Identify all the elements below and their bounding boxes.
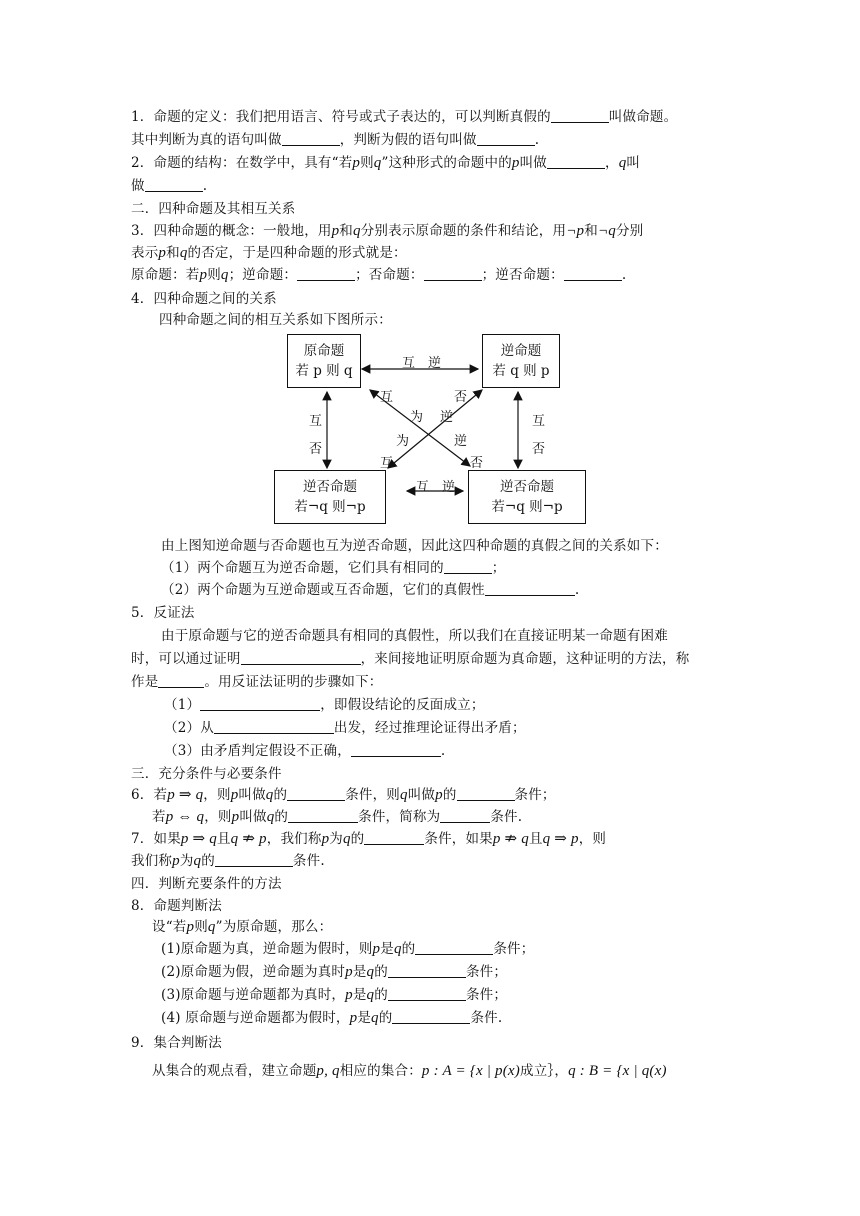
math-implies: p ⇒ q bbox=[180, 831, 217, 847]
text: 7．如果 bbox=[131, 831, 181, 847]
line-24: 8．命题判断法 bbox=[131, 898, 222, 914]
text: 则 bbox=[360, 155, 374, 171]
line-26 bbox=[161, 940, 534, 958]
box-label: 若¬q 则¬p bbox=[294, 499, 366, 515]
line-3 bbox=[131, 154, 640, 172]
text: 的 bbox=[378, 1010, 393, 1026]
text: 的 bbox=[374, 987, 388, 1003]
line-18 bbox=[164, 719, 526, 737]
math-p: p bbox=[172, 853, 180, 869]
text: 和 bbox=[584, 223, 598, 239]
text: 条件，则 bbox=[345, 787, 401, 803]
box-label: 逆否命题 bbox=[500, 479, 554, 495]
text: ，则 bbox=[203, 787, 231, 803]
text: . bbox=[574, 582, 580, 598]
math-p: p bbox=[435, 787, 443, 803]
label-left: 互 bbox=[309, 414, 323, 429]
text: ，则 bbox=[578, 831, 607, 847]
label-top: 互 逆 bbox=[402, 356, 442, 371]
math-notq: ¬q bbox=[597, 223, 616, 239]
text: ，则 bbox=[204, 809, 232, 825]
text: ；逆命题： bbox=[228, 267, 298, 283]
math-p: p bbox=[158, 245, 167, 261]
math-p: p bbox=[345, 987, 353, 1003]
text: 设“若 bbox=[152, 919, 187, 935]
math-p: p bbox=[186, 919, 195, 935]
label-cross: 逆 bbox=[454, 434, 468, 449]
text: 则 bbox=[207, 267, 221, 283]
text: ，来间接地证明原命题为真命题，这种证明的方法，称 bbox=[360, 651, 690, 667]
box-label: 若¬q 则¬p bbox=[491, 499, 563, 515]
math-implies: p ⇒ q bbox=[167, 787, 204, 803]
text: 的 bbox=[401, 941, 416, 957]
text: 的 bbox=[374, 964, 388, 980]
math-q: q bbox=[366, 964, 375, 980]
text: 。用反证法证明的步骤如下： bbox=[204, 674, 383, 690]
text: 叫做命题。 bbox=[608, 109, 678, 125]
blank[interactable] bbox=[424, 267, 482, 281]
text: 是 bbox=[352, 964, 367, 980]
blank[interactable] bbox=[551, 109, 609, 123]
text: 出发，经过推理论证得出矛盾； bbox=[333, 720, 526, 736]
line-10: 由上图知逆命题与否命题也互为逆否命题，因此这四种命题的真假之间的关系如下： bbox=[161, 538, 668, 554]
line-21 bbox=[152, 808, 522, 826]
blank[interactable] bbox=[200, 697, 320, 711]
text: 且 bbox=[528, 831, 543, 847]
label-cross: 否 bbox=[470, 456, 484, 471]
math-q: q bbox=[393, 941, 402, 957]
line-17 bbox=[164, 696, 485, 714]
math-p: p bbox=[199, 267, 208, 283]
section-heading-4: 四．判断充要条件的方法 bbox=[131, 876, 282, 892]
text: 3．四种命题的概念：一般地，用 bbox=[131, 223, 332, 239]
math-p: p bbox=[511, 155, 520, 171]
text: 分别 bbox=[615, 223, 644, 239]
text: 的 bbox=[274, 809, 289, 825]
line-27 bbox=[161, 963, 507, 981]
arrow-diag-2 bbox=[388, 390, 482, 468]
text: 和 bbox=[166, 245, 180, 261]
text: 条件. bbox=[490, 809, 523, 825]
blank[interactable] bbox=[214, 720, 334, 734]
line-23 bbox=[131, 852, 325, 870]
text: 条件. bbox=[292, 853, 325, 869]
math-pq: p, q bbox=[316, 1063, 340, 1079]
math-p: p bbox=[352, 155, 361, 171]
math-q: q bbox=[193, 853, 202, 869]
text: 条件； bbox=[493, 941, 535, 957]
blank[interactable] bbox=[297, 267, 355, 281]
text: 是 bbox=[380, 941, 394, 957]
blank[interactable] bbox=[457, 787, 515, 801]
math-q: q bbox=[265, 787, 274, 803]
text: 的 bbox=[201, 853, 215, 869]
line-16 bbox=[131, 673, 383, 691]
math-p: p bbox=[230, 787, 239, 803]
line-19 bbox=[164, 742, 445, 760]
line-22 bbox=[131, 830, 606, 848]
text: (1)原命题为真，逆命题为假时，则 bbox=[161, 941, 373, 957]
blank[interactable] bbox=[145, 178, 203, 192]
text: ”为原命题，那么： bbox=[215, 919, 333, 935]
math-set-b: q : B = {x | q(x) bbox=[568, 1063, 667, 1079]
box-converse bbox=[482, 334, 560, 388]
text: ；逆否命题： bbox=[481, 267, 564, 283]
text: 的 bbox=[442, 787, 457, 803]
math-q: q bbox=[371, 1010, 379, 1026]
text: . bbox=[534, 132, 540, 148]
text: . bbox=[621, 267, 627, 283]
text: 若 bbox=[152, 809, 166, 825]
blank[interactable] bbox=[564, 267, 622, 281]
text: 分别表示原命题的条件和结论，用 bbox=[360, 223, 567, 239]
text: 作是 bbox=[131, 674, 159, 690]
label-right: 互 bbox=[532, 414, 546, 429]
text: 的 bbox=[273, 787, 288, 803]
box-label: 若 p 则 q bbox=[295, 363, 353, 379]
text: （3）由矛盾判定假设不正确， bbox=[164, 743, 351, 759]
blank[interactable] bbox=[388, 964, 466, 978]
text: 叫做 bbox=[407, 787, 436, 803]
line-28 bbox=[161, 986, 507, 1004]
label-cross: 为 bbox=[396, 434, 410, 449]
blank[interactable] bbox=[282, 132, 340, 146]
text: 条件； bbox=[465, 987, 508, 1003]
box-label: 逆命题 bbox=[500, 343, 542, 359]
math-q: q bbox=[207, 919, 216, 935]
blank[interactable] bbox=[388, 987, 466, 1001]
math-q: q bbox=[373, 155, 382, 171]
blank[interactable] bbox=[241, 651, 361, 665]
math-p: p bbox=[321, 831, 330, 847]
math-p: p bbox=[349, 1010, 358, 1026]
text: 为 bbox=[179, 853, 194, 869]
text: 叫做 bbox=[239, 809, 267, 825]
math-p: p bbox=[231, 809, 240, 825]
text: ”这种形式的命题中的 bbox=[381, 155, 512, 171]
math-q: q bbox=[179, 245, 188, 261]
line-11 bbox=[161, 559, 506, 577]
blank[interactable] bbox=[364, 831, 424, 845]
box-inverse bbox=[274, 470, 386, 524]
line-9: 四种命题之间的相互关系如下图所示： bbox=[159, 312, 392, 328]
blank[interactable] bbox=[287, 787, 345, 801]
math-set-a: p : A = {x | p(x) bbox=[421, 1063, 520, 1079]
text: 叫 bbox=[626, 155, 641, 171]
blank[interactable] bbox=[288, 809, 358, 823]
blank[interactable] bbox=[547, 155, 605, 169]
line-14: 由于原命题与它的逆否命题具有相同的真假性，所以我们在直接证明某一命题有困难 bbox=[161, 628, 668, 644]
text: 且 bbox=[216, 831, 231, 847]
box-contrapositive bbox=[468, 470, 586, 524]
line-29 bbox=[161, 1009, 502, 1027]
blank[interactable] bbox=[158, 674, 204, 688]
math-p: p bbox=[372, 941, 381, 957]
text: 条件. bbox=[470, 1010, 503, 1026]
text: （2）从 bbox=[164, 720, 214, 736]
blank[interactable] bbox=[351, 743, 441, 757]
text: 叫做 bbox=[238, 787, 266, 803]
label-right: 否 bbox=[532, 442, 546, 457]
text: ，我们称 bbox=[266, 831, 322, 847]
section-heading-3: 三．充分条件与必要条件 bbox=[131, 766, 282, 782]
text: 6．若 bbox=[131, 787, 168, 803]
section-heading-2: 二．四种命题及其相互关系 bbox=[131, 201, 296, 217]
text: ，即假设结论的反面成立； bbox=[320, 697, 485, 713]
text: 做 bbox=[131, 178, 145, 194]
text: 我们称 bbox=[131, 853, 173, 869]
text: 叫做 bbox=[519, 155, 548, 171]
blank[interactable] bbox=[440, 809, 490, 823]
blank[interactable] bbox=[215, 853, 293, 867]
math-q: q bbox=[400, 787, 408, 803]
math-p: p bbox=[331, 223, 340, 239]
line-15 bbox=[131, 650, 689, 668]
text: (3)原命题与逆命题都为真时， bbox=[161, 987, 346, 1003]
text: 是 bbox=[352, 987, 367, 1003]
text: ；否命题： bbox=[355, 267, 424, 283]
math-p: p bbox=[345, 964, 353, 980]
text: 为 bbox=[329, 831, 343, 847]
text: 则 bbox=[194, 919, 208, 935]
text: 原命题：若 bbox=[131, 267, 200, 283]
blank[interactable] bbox=[477, 132, 535, 146]
line-25 bbox=[152, 918, 332, 936]
math-notp: ¬p bbox=[566, 223, 585, 239]
line-8: 4．四种命题之间的关系 bbox=[131, 291, 277, 307]
label-cross: 逆 bbox=[440, 410, 454, 425]
text: 成立｝， bbox=[520, 1063, 569, 1079]
box-label: 原命题 bbox=[303, 343, 345, 359]
label-cross: 互 bbox=[380, 456, 394, 471]
label-cross: 为 bbox=[410, 410, 424, 425]
text: . bbox=[440, 743, 446, 759]
text: 的 bbox=[350, 831, 365, 847]
text: 是 bbox=[357, 1010, 372, 1026]
blank[interactable] bbox=[485, 582, 575, 596]
box-original bbox=[287, 334, 361, 388]
line-7 bbox=[131, 266, 626, 284]
text: 相应的集合： bbox=[339, 1063, 422, 1079]
text: 条件，如果 bbox=[424, 831, 493, 847]
label-cross: 互 bbox=[380, 390, 394, 405]
blank[interactable] bbox=[444, 560, 492, 574]
text: . bbox=[202, 178, 208, 194]
line-2 bbox=[131, 131, 539, 149]
text: ； bbox=[491, 560, 506, 576]
line-1 bbox=[131, 108, 677, 126]
line-5 bbox=[131, 222, 643, 240]
line-4 bbox=[131, 177, 207, 195]
blank[interactable] bbox=[415, 941, 493, 955]
text: 1．命题的定义：我们把用语言、符号或式子表达的，可以判断真假的 bbox=[131, 109, 551, 125]
math-q: q bbox=[266, 809, 275, 825]
math-q: q bbox=[220, 267, 229, 283]
blank[interactable] bbox=[392, 1010, 470, 1024]
box-label: 逆否命题 bbox=[303, 479, 357, 495]
label-left: 否 bbox=[309, 442, 323, 457]
text: 和 bbox=[339, 223, 353, 239]
text: 时，可以通过证明 bbox=[131, 651, 241, 667]
line-31 bbox=[152, 1062, 667, 1080]
math-p-not-implies-q: p ⇏ q bbox=[492, 831, 529, 847]
line-30: 9．集合判断法 bbox=[131, 1035, 222, 1051]
math-q-not-implies-p: q ⇏ p bbox=[230, 831, 267, 847]
text: ， bbox=[605, 155, 619, 171]
line-20 bbox=[131, 786, 556, 804]
text: （1）两个命题互为逆否命题，它们具有相同的 bbox=[161, 560, 444, 576]
text: （2）两个命题为互逆命题或互否命题，它们的真假性 bbox=[161, 582, 485, 598]
text: 其中判断为真的语句叫做 bbox=[131, 132, 282, 148]
text: ，判断为假的语句叫做 bbox=[339, 132, 477, 148]
text: 条件； bbox=[465, 964, 508, 980]
text: 2．命题的结构：在数学中，具有“若 bbox=[131, 155, 353, 171]
text: 表示 bbox=[131, 245, 159, 261]
text: （1） bbox=[164, 697, 201, 713]
text: (4) 原命题与逆命题都为假时， bbox=[161, 1010, 350, 1026]
math-q: q bbox=[366, 987, 375, 1003]
math-q: q bbox=[342, 831, 351, 847]
line-6 bbox=[131, 244, 407, 262]
four-propositions-diagram bbox=[270, 330, 590, 530]
label-cross: 否 bbox=[454, 390, 468, 405]
math-q-implies-p: q ⇒ p bbox=[542, 831, 579, 847]
text: 的否定，于是四种命题的形式就是： bbox=[187, 245, 407, 261]
text: 从集合的观点看，建立命题 bbox=[152, 1063, 317, 1079]
text: 条件； bbox=[514, 787, 556, 803]
line-13: 5．反证法 bbox=[131, 605, 195, 621]
text: 条件，简称为 bbox=[358, 809, 441, 825]
label-bottom: 互 逆 bbox=[416, 480, 456, 495]
math-iff: p ⇔ q bbox=[165, 809, 205, 825]
line-12 bbox=[161, 581, 579, 599]
box-label: 若 q 则 p bbox=[492, 363, 550, 379]
text: (2)原命题为假，逆命题为真时 bbox=[161, 964, 346, 980]
math-q: q bbox=[353, 223, 361, 239]
math-q: q bbox=[618, 155, 627, 171]
